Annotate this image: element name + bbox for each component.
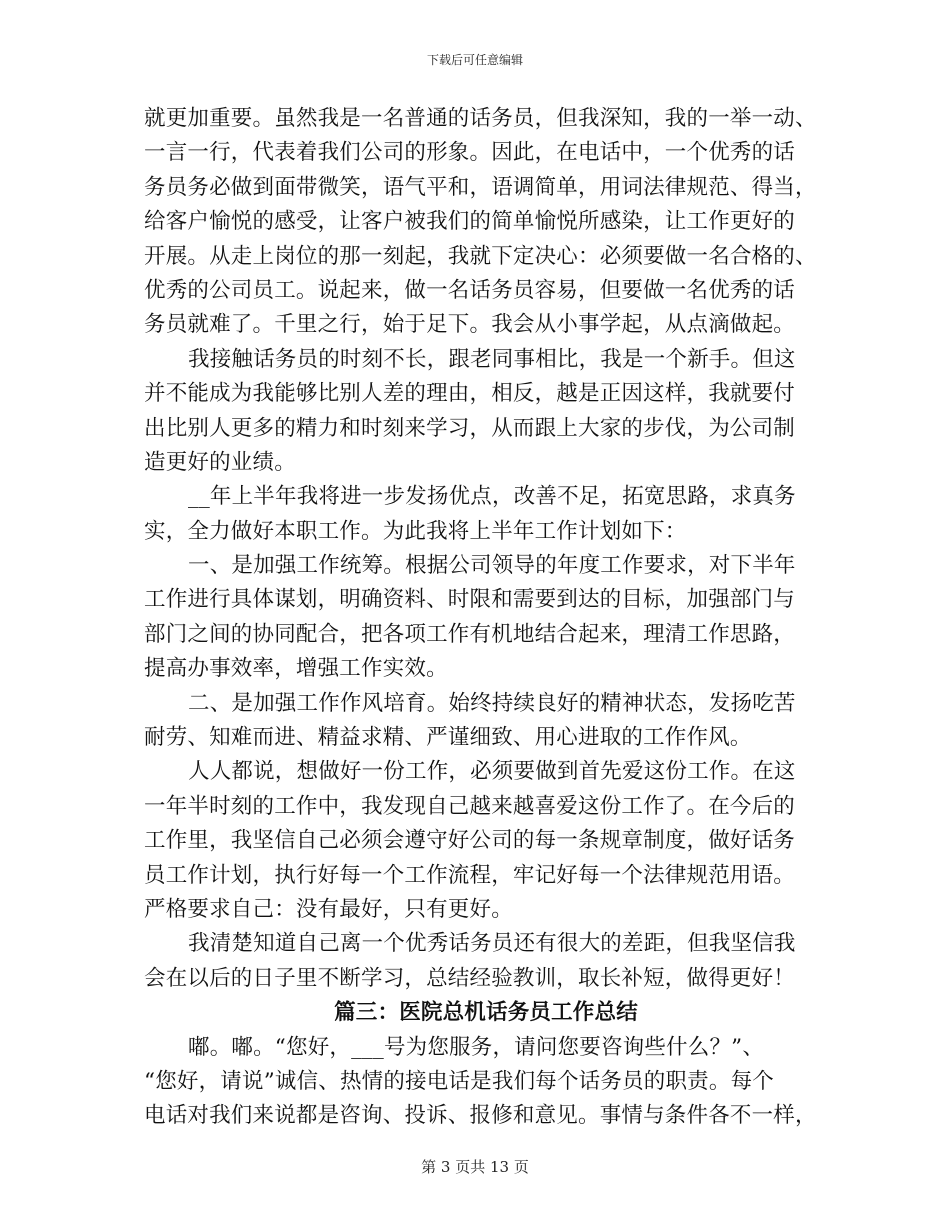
text-line: 部门之间的协同配合，把各项工作有机地结合起来，理清工作思路， (144, 621, 796, 647)
paragraph-start: 我接触话务员的时刻不长，跟老同事相比，我是一个新手。但这 (188, 346, 796, 372)
text-line: 电话对我们来说都是咨询、投诉、报修和意见。事情与条件各不一样， (144, 1103, 817, 1129)
section-title: 篇三：医院总机话务员工作总结 (334, 1000, 638, 1026)
text-line: 务员就难了。千里之行，始于足下。我会从小事学起，从点滴做起。 (144, 312, 796, 338)
text-line: 一言一行，代表着我们公司的形象。因此，在电话中，一个优秀的话 (144, 140, 796, 166)
text-line: 实，全力做好本职工作。为此我将上半年工作计划如下： (144, 518, 687, 544)
text-line: 严格要求自己：没有最好，只有更好。 (144, 896, 513, 922)
page-header: 下载后可任意编辑 (426, 53, 523, 67)
text-line: 就更加重要。虽然我是一名普通的话务员，但我深知，我的一举一动、 (144, 106, 817, 131)
text-line: 并不能成为我能够比别人差的理由，相反，越是正因这样，我就要付 (144, 381, 796, 407)
text-line: “您好，请说”诚信、热情的接电话是我们每个话务员的职责。每个 (144, 1068, 774, 1094)
paragraph-start: 人人都说，想做好一份工作，必须要做到首先爱这份工作。在这 (188, 759, 796, 785)
text-line: 给客户愉悦的感受，让客户被我们的简单愉悦所感染，让工作更好的 (144, 209, 796, 235)
text-line: 耐劳、知难而进、精益求精、严谨细致、用心进取的工作作风。 (144, 725, 752, 751)
text-line: 员工作计划，执行好每一个工作流程，牢记好每一个法律规范用语。 (144, 862, 796, 888)
paragraph-start: 二、是加强工作作风培育。始终持续良好的精神状态，发扬吃苦 (188, 690, 796, 716)
text-line: 出比别人更多的精力和时刻来学习，从而跟上大家的步伐，为公司制 (144, 415, 796, 441)
text-line: 一年半时刻的工作中，我发现自己越来越喜爱这份工作了。在今后的 (144, 793, 796, 819)
paragraph-start: 我清楚知道自己离一个优秀话务员还有很大的差距，但我坚信我 (188, 931, 796, 957)
text-line: 开展。从走上岗位的那一刻起，我就下定决心：必须要做一名合格的、 (144, 243, 817, 269)
document-body (144, 102, 817, 1134)
text-line: 务员务必做到面带微笑，语气平和，语调简单，用词法律规范、得当， (144, 174, 817, 200)
text-line: 造更好的业绩。 (144, 449, 296, 475)
paragraph-start: __年上半年我将进一步发扬优点，改善不足，拓宽思路，求真务 (188, 484, 796, 510)
paragraph-start: 一、是加强工作统筹。根据公司领导的年度工作要求，对下半年 (188, 553, 796, 579)
text-line: 工作进行具体谋划，明确资料、时限和需要到达的目标，加强部门与 (144, 587, 796, 613)
text-line: 提高办事效率，增强工作实效。 (144, 656, 448, 682)
paragraph-start: 嘟。嘟。“您好，___号为您服务，请问您要咨询些什么？”、 (188, 1034, 765, 1060)
text-line: 工作里，我坚信自己必须会遵守好公司的每一条规章制度，做好话务 (144, 828, 796, 854)
text-line: 会在以后的日子里不断学习，总结经验教训，取长补短，做得更好！ (144, 965, 796, 991)
text-line: 优秀的公司员工。说起来，做一名话务员容易，但要做一名优秀的话 (144, 277, 796, 303)
page-footer: 第 3 页共 13 页 (421, 1158, 529, 1176)
